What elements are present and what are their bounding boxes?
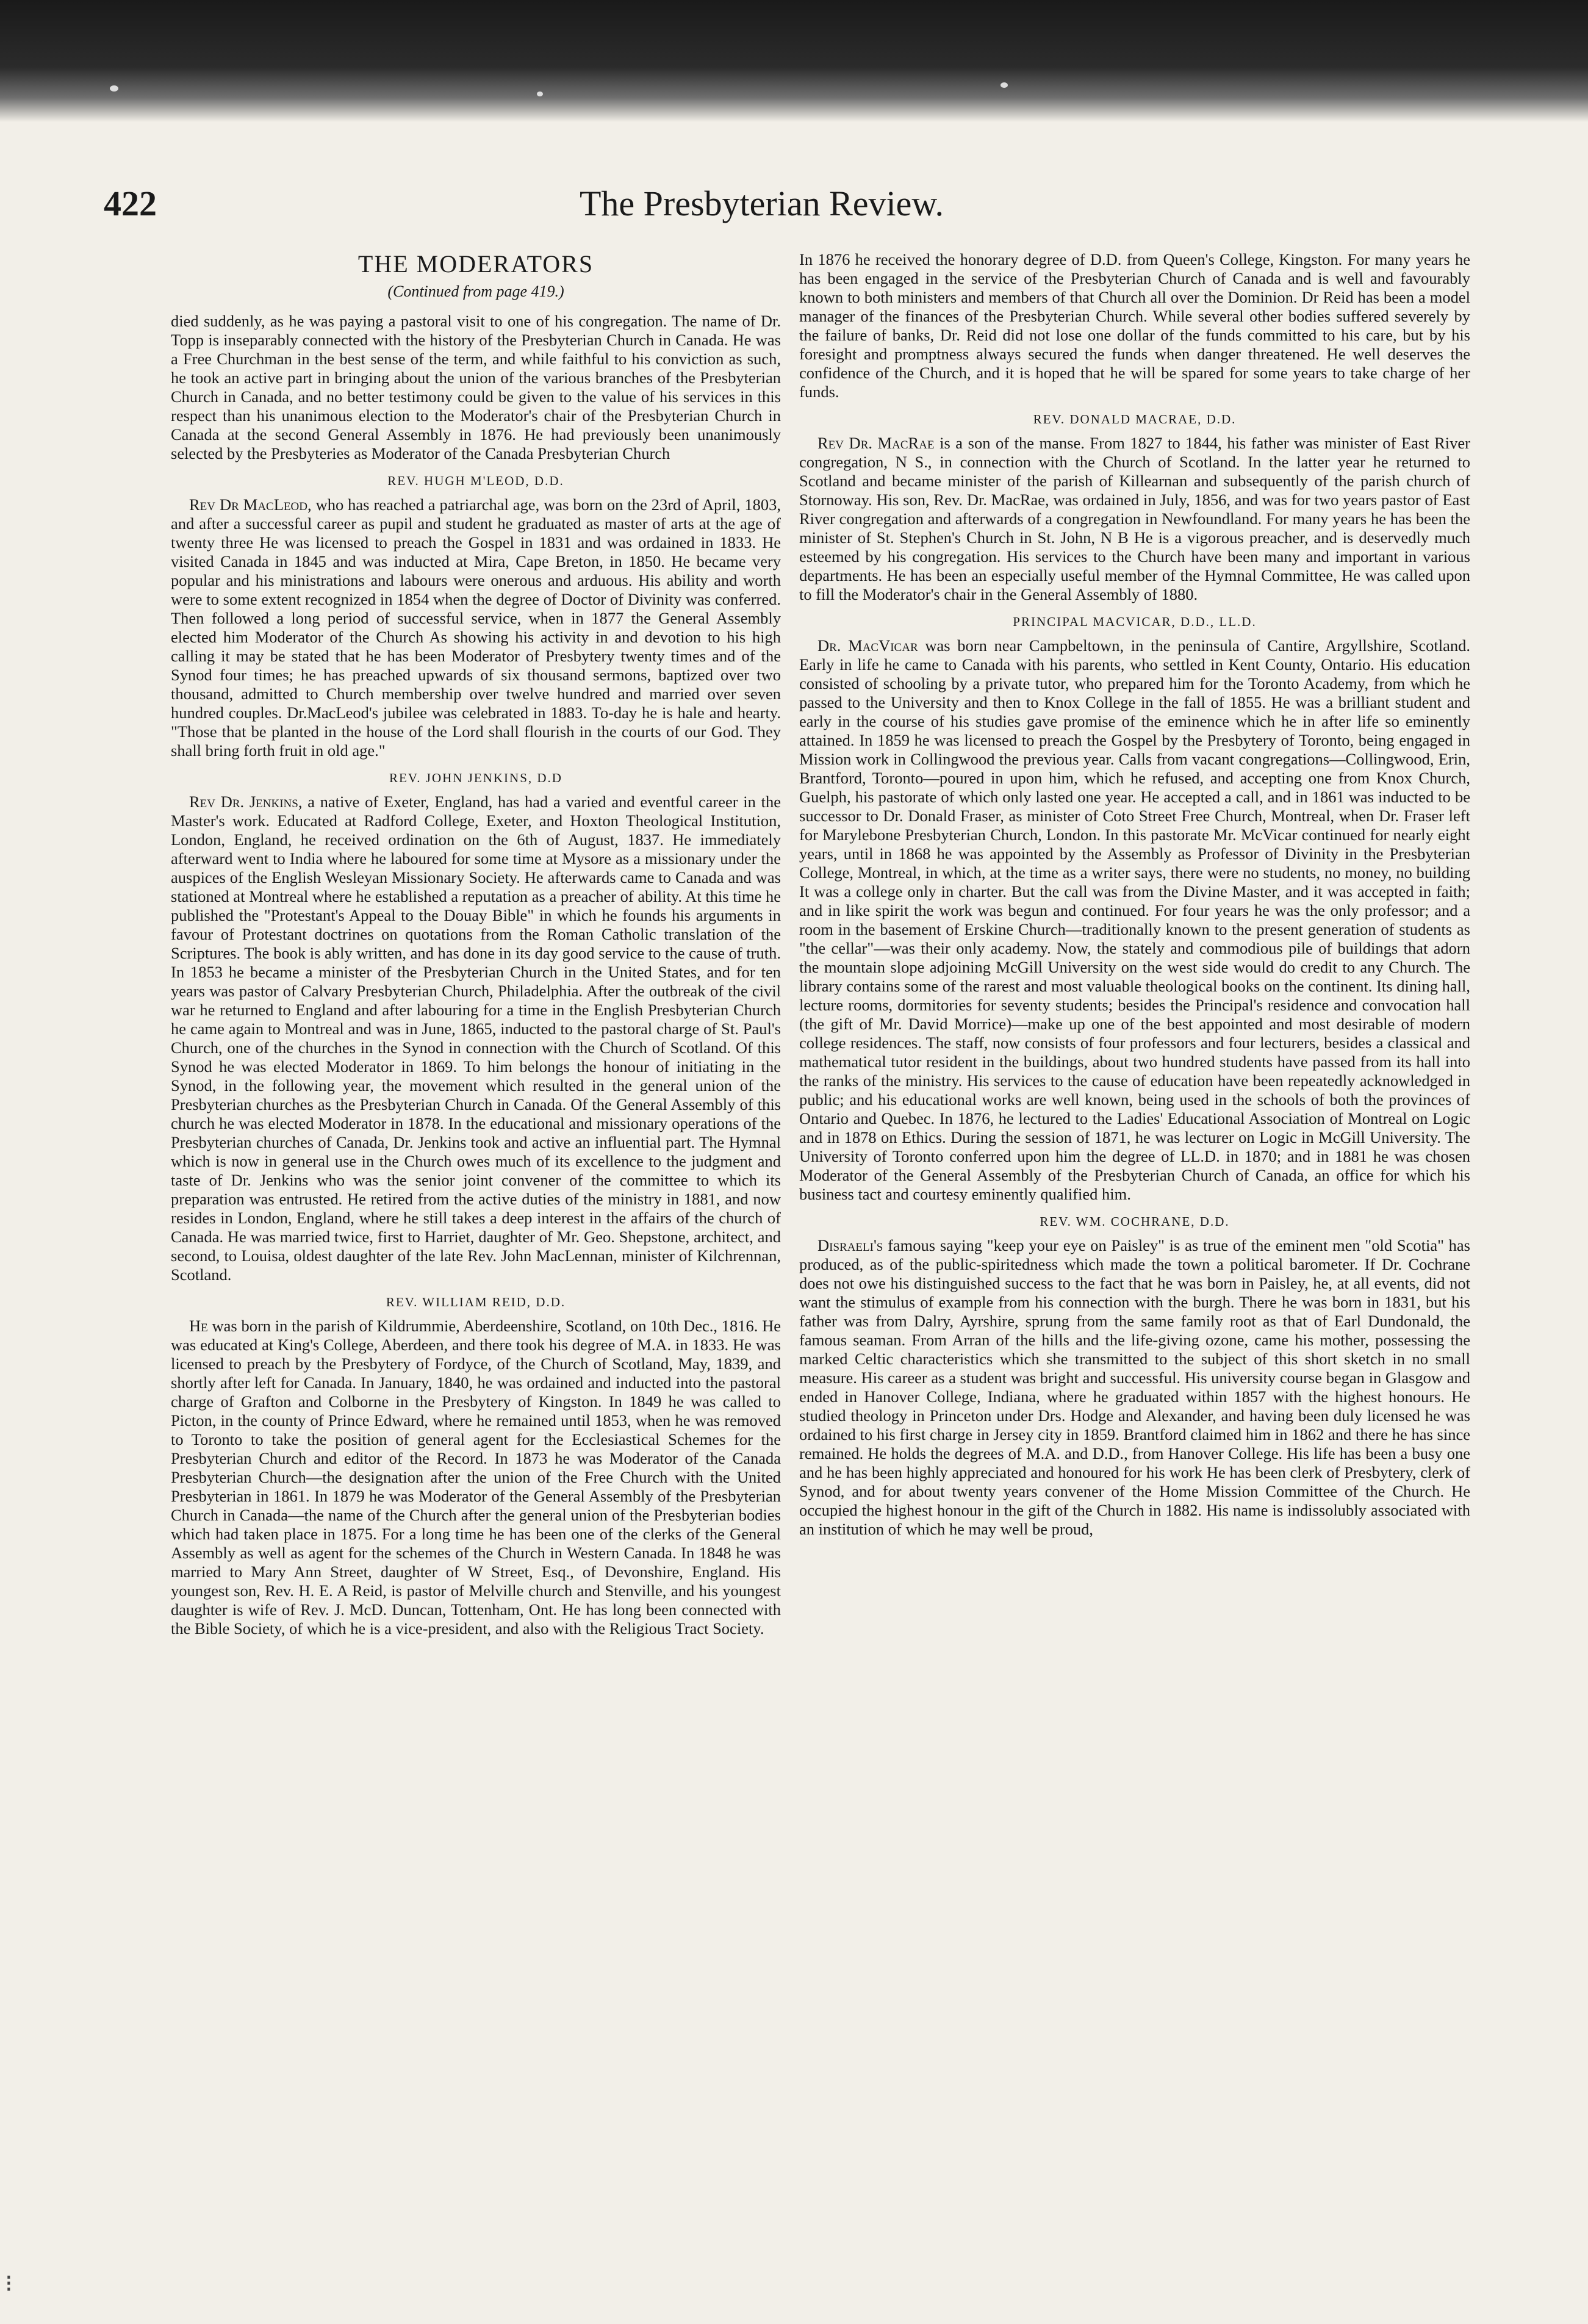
paragraph-macleod xyxy=(171,495,781,760)
article-title: THE MODERATORS xyxy=(357,250,594,278)
paragraph-reid-continued: In 1876 he received the honorary degree of D.D. from Queen's College, Kingston. For many years he has been engaged in the service of the Presbyterian Church of Canada and is well and favourably known to both ministers and members of that Church all over the Dominion. Dr Reid has been a model manager of the finances of the Presbyterian Church. While several other bodies suffered severely by the failure of banks, Dr. Reid did not lose one dollar of the funds committed to his care, but by his foresight and promptness always secured the funds when danger threatened. He well deserves the confidence of the Church, and it is hoped that he will be spared for some years to take charge of her funds. xyxy=(799,250,1470,401)
body-cochrane: famous saying "keep your eye on Paisley" is as true of the eminent men "old Scotia" has produced, as of the public-spiritedness which made the town a political barometer. If Dr. Cochrane does not owe his distinguished success to the fact that he was born in Paisley, he, at all events, did not want the stimulus of example from his connection with the burgh. There he was born in 1831, but his father was from Dalry, Ayrshire, sprung from the same family root as that of Earl Dundonald, the famous seaman. From Arran of the hills and the life-giving ozone, came his mother, possessing the marked Celtic characteristics which she transmitted to the subject of this short sketch in no small measure. His career as a student was bright and successful. His university course began in Glasgow and ended in Hanover College, Indiana, where he graduated within 1857 with the highest honours. He studied theology in Princeton under Drs. Hodge and Alexander, and having been duly licensed he was ordained to his first charge in Jersey city in 1859. Brantford claimed him in 1862 and there he has since remained. He holds the degrees of M.A. and D.D., from Hanover College. His life has been a busy one and he has been highly appreciated and honoured for his work He has been clerk of Presbytery, clerk of Synod, and for about twenty years convener of the Home Mission Committee of the Church. He occupied the highest honour in the gift of the Church in 1882. His name is indissolubly associated with an institution of which he may well be proud, xyxy=(799,1236,1470,1538)
paragraph-reid xyxy=(171,1317,781,1638)
heading-cochrane: REV. WM. COCHRANE, D.D. xyxy=(1040,1214,1230,1229)
heading-reid: REV. WILLIAM REID, D.D. xyxy=(386,1295,566,1309)
journal-title: The Presbyterian Review. xyxy=(580,184,944,223)
scan-speck xyxy=(1001,82,1008,88)
margin-scan-mark: ⁝ xyxy=(5,2270,13,2298)
body-reid: was born in the parish of Kildrummie, Aberdeenshire, Scotland, on 10th Dec., 1816. He was educated at King's College, Aberdeen, and there took his degree of M.A. in 1833. He was licensed to preach by the Presbytery of Fordyce, of the Church of Scotland, May, 1839, and shortly after left for Canada. In January, 1840, he was ordained and inducted into the pastoral charge of Grafton and Colborne in the Presbytery of Kingston. In 1849 he was called to Picton, in the county of Prince Edward, where he remained until 1853, when he was removed to Toronto to take the position of general agent for the Ecclesiastical Schemes for the Presbyterian Church and editor of the Record. In 1873 he was Moderator of the Canada Presbyterian Church—the designation after the union of the Free Church with the United Presbyterian in 1861. In 1879 he was Moderator of the General Assembly of the Presbyterian Church in Canada—the name of the Church after the general union of the Presbyterian bodies which had taken place in 1875. For a long time he has been one of the clerks of the General Assembly as well as agent for the schemes of the Church in Western Canada. In 1848 he was married to Mary Ann Street, daughter of W Street, Esq., of Devonshire, England. His youngest son, Rev. H. E. A Reid, is pastor of Melville church and Stenville, and his youngest daughter is wife of Rev. J. McD. Duncan, Tottenham, Ont. He has long been connected with the Bible Society, of which he is a vice-president, and also with the Religious Tract Society. xyxy=(171,1317,781,1638)
lead-cochrane: Disraeli's xyxy=(817,1236,883,1254)
paragraph-macrae xyxy=(799,434,1470,604)
scan-speck xyxy=(537,92,543,96)
heading-macvicar: PRINCIPAL MACVICAR, D.D., LL.D. xyxy=(1013,614,1257,629)
page-number: 422 xyxy=(104,184,157,223)
body-macrae: is a son of the manse. From 1827 to 1844, his father was minister of East River congregation, N S., in connection with the Church of Scotland. In the latter year he returned to Scotland and became minister of the parish of Killearnan and subsequently of the parish church of Stornoway. His son, Rev. Dr. MacRae, was ordained in July, 1856, and was for two years pastor of East River congregation and afterwards of a congregation in Newfoundland. For many years he has been the minister of St. Stephen's Church in St. John, N B He is a vigorous preacher, and is deservedly much esteemed by his congregation. His services to the Church have been many and important in various departments. He has been an especially useful member of the Hymnal Committee, He was called upon to fill the Moderator's chair in the General Assembly of 1880. xyxy=(799,434,1470,603)
paragraph-jenkins xyxy=(171,793,781,1284)
body-jenkins: a native of Exeter, England, has had a varied and eventful career in the Master's work. Educated at Radford College, Exeter, and Hoxton Theological Institution, London, England, he received ordination on the 6th of August, 1837. He immediately afterward went to India where he laboured for some time at Mysore as a missionary under the auspices of the English Wesleyan Missionary Society. He afterwards came to Canada and was stationed at Montreal where he established a reputation as a preacher of ability. At this time he published the "Protestant's Appeal to the Douay Bible" in which he founds his arguments in favour of Protestant doctrines on quotations from the Roman Catholic translation of the Scriptures. The book is ably written, and has done in its day good service to the cause of truth. In 1853 he became a minister of the Presbyterian Church in the United States, and for ten years was pastor of Calvary Presbyterian Church, Philadelphia. After the outbreak of the civil war he returned to England and after labouring for a time in the English Presbyterian Church he came again to Montreal and was in June, 1865, inducted to the pastoral charge of St. Paul's Church, one of the churches in the Synod in connection with the Church of Scotland. Of this Synod he was elected Moderator in 1869. To him belongs the honour of initiating in the Synod, in the following year, the movement which resulted in the general union of the Presbyterian churches as the Presbyterian Church in Canada. Of the General Assembly of this church he was elected Moderator in 1878. In the educational and missionary operations of the Presbyterian churches of Canada, Dr. Jenkins took and active an influential part. The Hymnal which is now in general use in the Church owes much of its excellence to the judgment and taste of Dr. Jenkins who was the senior joint convener of the committee to which its preparation was entrusted. He retired from the active duties of the ministry in 1881, and now resides in London, England, where he still takes a deep interest in the affairs of the church of Canada. He was married twice, first to Harriet, daughter of Mr. Geo. Shepstone, architect, and second, to Louisa, oldest daughter of the late Rev. John MacLennan, minister of Kilchrennan, Scotland. xyxy=(171,793,781,1284)
lead-macleod: Rev Dr MacLeod, xyxy=(189,495,312,514)
body-macvicar: was born near Campbeltown, in the peninsula of Cantire, Argyllshire, Scotland. Early in life he came to Canada with his parents, who settled in Kent County, Ontario. His education consisted of schooling by a private tutor, who prepared him for the Toronto Academy, from which he passed to the University and then to Knox College in the fall of 1855. He was a brilliant student and early in the course of his studies gave promise of the eminence which he in after life so eminently attained. In 1859 he was licensed to preach the Gospel by the Presbytery of Toronto, being engaged in Mission work in Collingwood the previous year. Calls from vacant congregations—Collingwood, Erin, Brantford, Toronto—poured in upon him, which he refused, and accepting one from Knox Church, Guelph, his pastorate of which only lasted one year. He accepted a call, and in 1861 was inducted to be successor to Dr. Donald Fraser, as minister of Coto Street Free Church, Montreal, when Dr. Fraser left for Marylebone Presbyterian Church, London. In this pastorate Mr. McVicar continued for nearly eight years, until in 1868 he was appointed by the Assembly as Professor of Divinity in the Presbyterian College, Montreal, in which, at the time as a writer says, there were no students, no money, no building It was a college only in charter. But the call was from the Divine Master, and it was accepted in faith; and in like spirit the work was begun and continued. For four years he was the only professor; and a room in the basement of Erskine Church—traditionally known to the present generation of students as "the cellar"—was their only academy. Now, the stately and commodious pile of buildings that adorn the mountain slope adjoining McGill University on the west side would do credit to any Church. The library contains some of the rarest and most valuable theological books on the continent. Its dining hall, lecture rooms, dormitories for seventy students; besides the Principal's residence and convocation hall (the gift of Mr. David Morrice)—make up one of the best appointed and most desirable of modern college residences. The staff, now consists of four professors and four lecturers, besides a classical and mathematical tutor resident in the buildings, about two hundred students have passed from its hall into the ranks of the ministry. His services to the cause of education have been repeatedly acknowledged in public; and his educational works are well known, being used in the schools of both the provinces of Ontario and Quebec. In 1876, he lectured to the Ladies' Educational Association of Montreal on Logic and in 1878 on Ethics. During the session of 1871, he was lecturer on Logic in McGill University. The University of Toronto conferred upon him the degree of LL.D. in 1870; and in 1881 he was chosen Moderator of the General Assembly of the Presbyterian Church of Canada, an office for which his business tact and courtesy eminently qualified him. xyxy=(799,636,1470,1203)
continued-note: (Continued from page 419.) xyxy=(387,282,564,300)
scan-dark-border xyxy=(0,0,1588,122)
lead-reid: He xyxy=(189,1317,208,1335)
scan-speck xyxy=(110,85,118,92)
paragraph-macvicar xyxy=(799,636,1470,1204)
heading-jenkins: REV. JOHN JENKINS, D.D xyxy=(389,771,562,785)
paragraph-topp: died suddenly, as he was paying a pastoral visit to one of his congregation. The name of Dr. Topp is inseparably connected with the history of the Presbyterian Church in Canada. He was a Free Churchman in the best sense of the term, and while faithful to his conviction as such, he took an active part in bringing about the union of the various branches of the Presbyterian Church in Canada, and no better testimony could be given to the value of his services in this respect than his unanimous election to the Moderator's chair of the Presbyterian Church in Canada at the second General Assembly in 1876. He had previously been unanimously selected by the Presbyteries as Moderator of the Canada Presbyterian Church xyxy=(171,312,781,462)
heading-macleod: REV. HUGH M'LEOD, D.D. xyxy=(387,473,564,488)
left-column xyxy=(171,250,781,1641)
lead-macvicar: Dr. MacVicar xyxy=(817,636,918,655)
body-macleod: who has reached a patriarchal age, was born on the 23rd of April, 1803, and after a successful career as pupil and student he graduated as master of arts at the age of twenty three He was licensed to preach the Gospel in 1831 and was ordained in 1833. He visited Canada in 1845 and was inducted at Mira, Cape Breton, in 1850. He became very popular and his ministrations and labours were onerous and arduous. His ability and worth were to some extent recognized in 1854 when the degree of Doctor of Divinity was conferred. Then followed a long period of successful service, when in 1877 the General Assembly elected him Moderator of the Church As showing his activity in and devotion to his high calling it may be stated that he has been Moderator of Presbytery twenty times and of the Synod four times; he has preached upwards of six thousand sermons, baptized over two thousand, admitted to Church membership over twelve hundred and married over seven hundred couples. Dr.MacLeod's jubilee was celebrated in 1883. To-day he is hale and hearty. "Those that be planted in the house of the Lord shall flourish in the courts of our God. They shall bring forth fruit in old age." xyxy=(171,495,781,760)
paragraph-cochrane xyxy=(799,1236,1470,1539)
lead-macrae: Rev Dr. MacRae xyxy=(817,434,935,452)
right-column xyxy=(799,250,1470,1541)
heading-macrae: REV. DONALD MACRAE, D.D. xyxy=(1033,412,1237,426)
lead-jenkins: Rev Dr. Jenkins, xyxy=(189,793,303,811)
page-header xyxy=(104,183,1495,232)
